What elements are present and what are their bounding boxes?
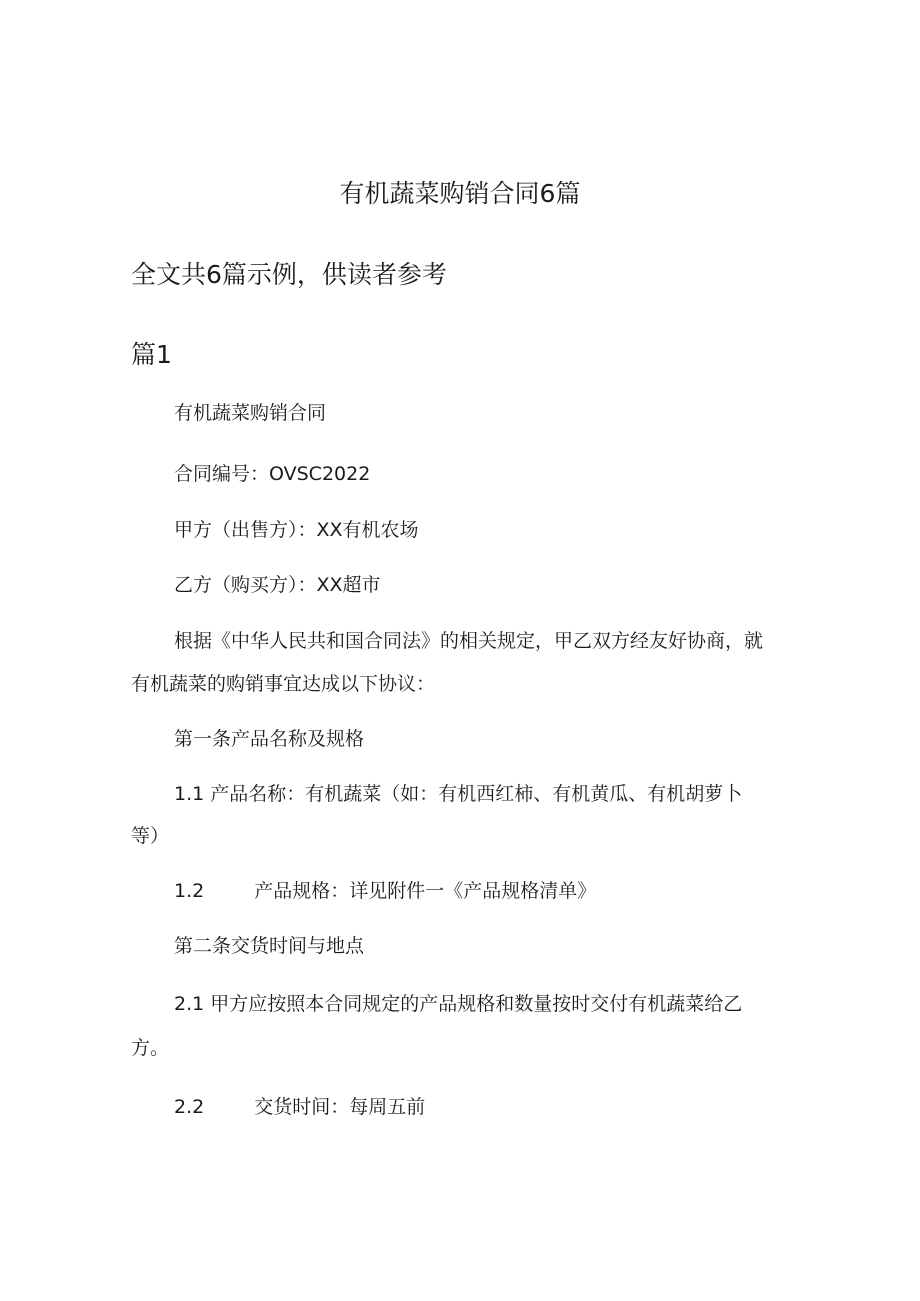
party-b: 乙方（购买方）：XX超市 <box>174 574 381 596</box>
preamble-line-2: 有机蔬菜的购销事宜达成以下协议： <box>131 673 436 695</box>
document-subtitle: 全文共6篇示例，供读者参考 <box>131 260 447 289</box>
party-a: 甲方（出售方）：XX有机农场 <box>174 519 419 541</box>
clause-2-2-text: 交货时间：每周五前 <box>254 1096 426 1118</box>
clause-1-2-text: 产品规格：详见附件一《产品规格清单》 <box>254 880 597 902</box>
clause-1-1-line-1: 1.1 产品名称：有机蔬菜（如：有机西红柿、有机黄瓜、有机胡萝卜 <box>174 783 743 805</box>
clause-2-1-line-1: 2.1 甲方应按照本合同规定的产品规格和数量按时交付有机蔬菜给乙 <box>174 993 743 1015</box>
clause-1-2-number: 1.2 <box>174 880 205 902</box>
clause-2-1-line-2: 方。 <box>131 1037 170 1059</box>
part-heading: 篇1 <box>131 340 172 369</box>
contract-name: 有机蔬菜购销合同 <box>174 402 327 424</box>
clause-2-2-number: 2.2 <box>174 1096 205 1118</box>
article-2-title: 第二条交货时间与地点 <box>174 935 365 957</box>
preamble-line-1: 根据《中华人民共和国合同法》的相关规定，甲乙双方经友好协商，就 <box>174 630 764 652</box>
clause-1-1-line-2: 等） <box>131 825 170 847</box>
contract-number: 合同编号：OVSC2022 <box>174 463 371 485</box>
document-title: 有机蔬菜购销合同6篇 <box>339 179 581 208</box>
clause-2-2 <box>174 1098 425 1117</box>
article-1-title: 第一条产品名称及规格 <box>174 728 365 750</box>
clause-1-2 <box>174 882 596 901</box>
